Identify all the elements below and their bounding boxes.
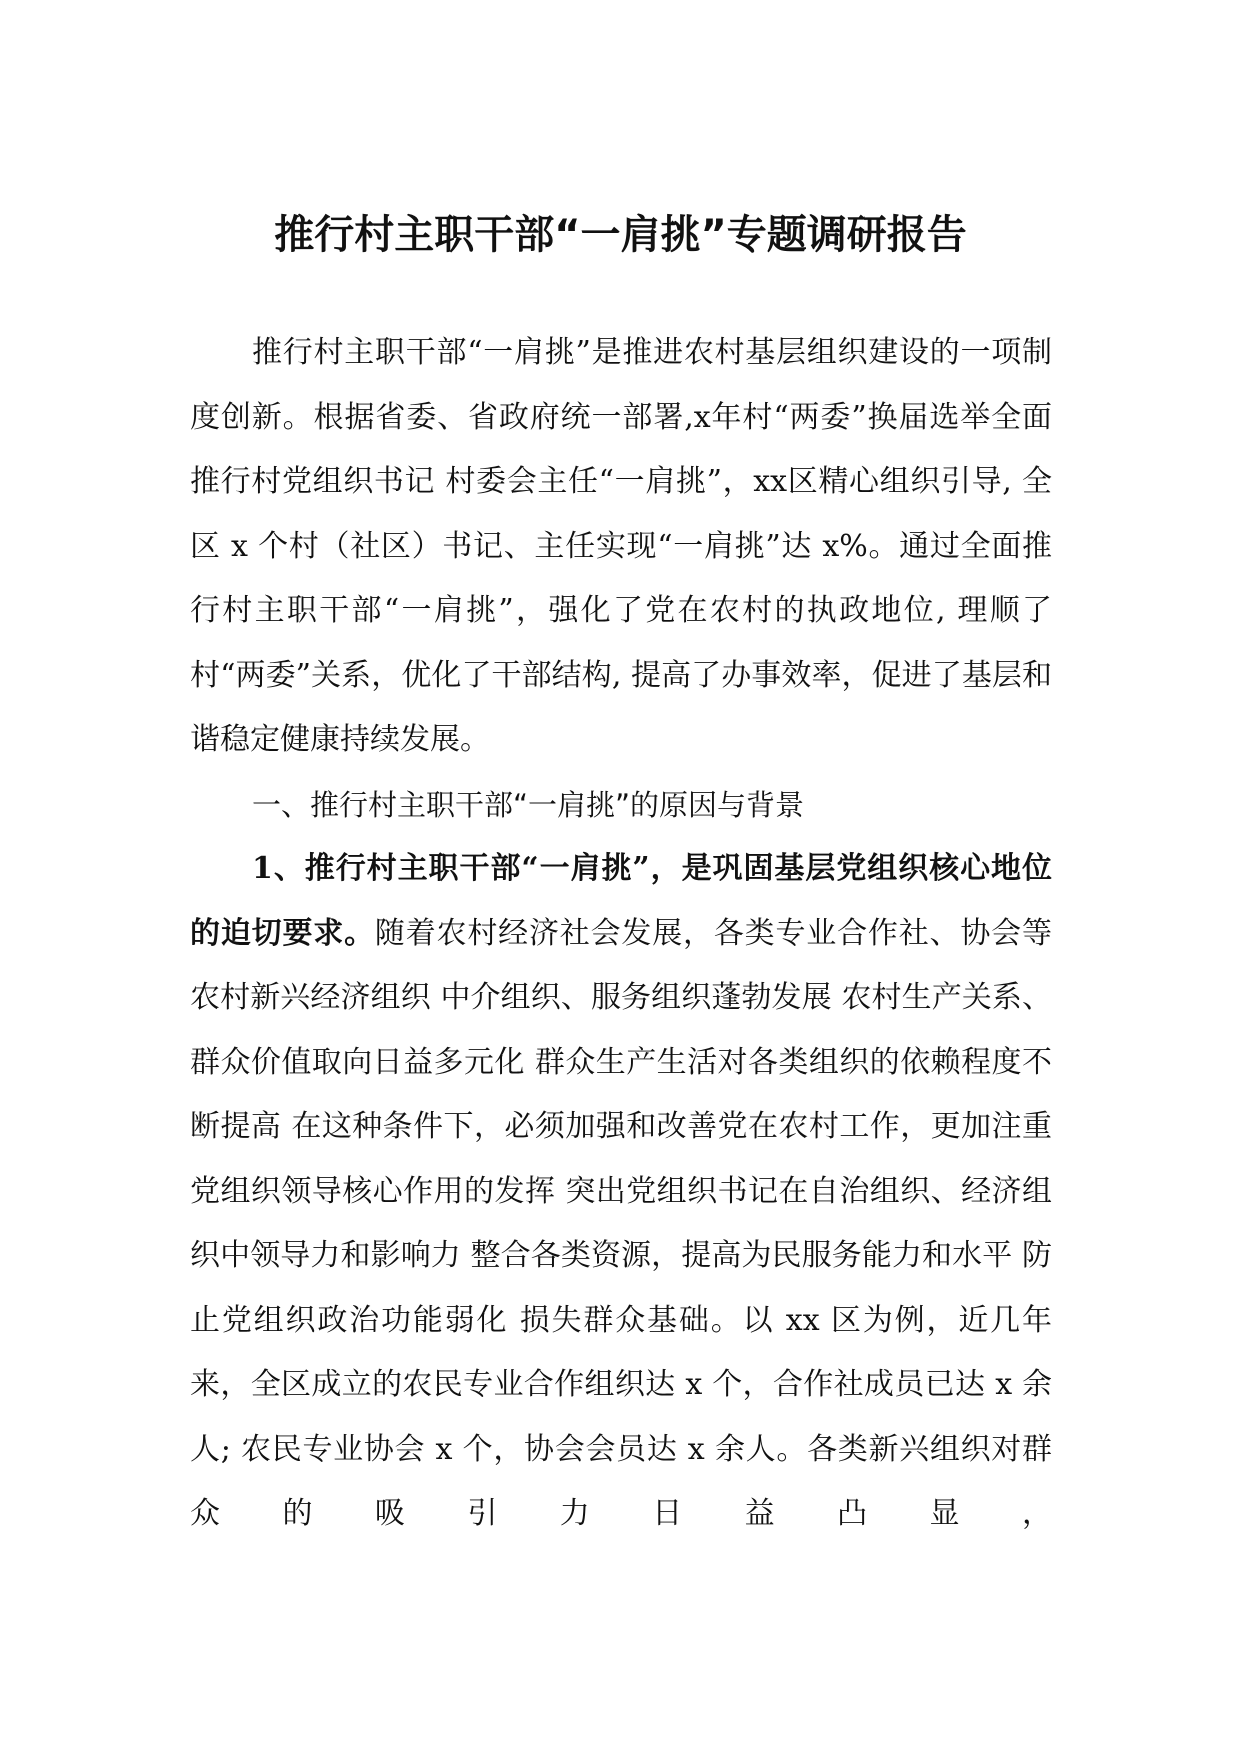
- section-heading: 一、推行村主职干部“一肩挑”的原因与背景: [252, 787, 805, 822]
- intro-paragraph: 推行村主职干部“一肩挑”是推进农村基层组织建设的一项制度创新。根据省委、省政府统一部署,x年村“两委”换届选举全面推行村党组织书记 村委会主任“一肩挑”，xx区精心组织引导, 全区 x 个村（社区）书记、主任实现“一肩挑”达 x%。通过全面推行村主职干部“一肩挑”，强化了党在农村的执政地位, 理顺了村“两委”关系，优化了干部结构, 提高了办事效率，促进了基层和谐稳定健康持续发展。: [190, 335, 1052, 757]
- point-1-body: 随着农村经济社会发展，各类专业合作社、协会等农村新兴经济组织 中介组织、服务组织蓬勃发展 农村生产关系、群众价值取向日益多元化 群众生产生活对各类组织的依赖程度不断提高 在这种条件下，必须加强和改善党在农村工作，更加注重党组织领导核心作用的发挥 突出党组织书记在自治组织、经济组织中领导力和影响力 整合各类资源，提高为民服务能力和水平 防止党组织政治功能弱化 损失群众基础。以 xx 区为例，近几年来，全区成立的农民专业合作组织达 x 个，合作社成员已达 x 余人; 农民专业协会 x 个，协会会员达 x 余人。各类新兴组织对群众的吸引力日益凸显，: [190, 915, 1053, 1531]
- point-1-paragraph: [190, 837, 1052, 1547]
- page-title: 推行村主职干部“一肩挑”专题调研报告: [274, 212, 967, 258]
- document-body: [190, 321, 1052, 1547]
- point-1-lead: 1、推行村主职干部“一肩挑”，是巩固基层党组织核心地位的迫切要求。: [190, 851, 1052, 951]
